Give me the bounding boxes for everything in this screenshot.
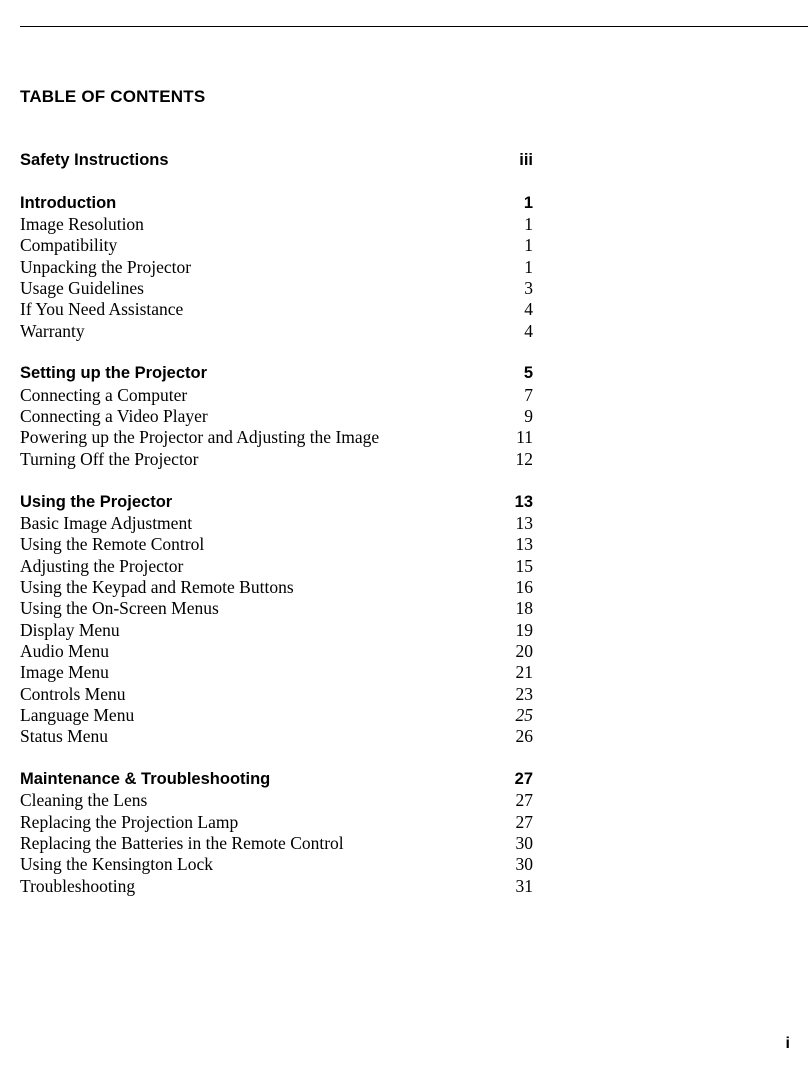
- toc-section-page: iii: [519, 151, 533, 169]
- toc-entry-page: 13: [515, 534, 533, 555]
- toc-entry-label: Replacing the Projection Lamp: [20, 811, 239, 832]
- toc-entry-label: Display Menu: [20, 619, 120, 640]
- toc-entry-label: Image Resolution: [20, 214, 144, 235]
- section-spacer: [20, 171, 533, 192]
- toc-entry-label: Connecting a Video Player: [20, 406, 208, 427]
- toc-entry-label: Using the Keypad and Remote Buttons: [20, 576, 294, 597]
- toc-entry[interactable]: [20, 385, 533, 406]
- toc-entry[interactable]: [20, 449, 533, 470]
- toc-entry[interactable]: [20, 620, 533, 641]
- header-rule: [20, 26, 808, 27]
- toc-entry[interactable]: [20, 705, 533, 726]
- toc-entry-page: 31: [515, 875, 533, 896]
- toc-section-title: Setting up the Projector: [20, 364, 208, 383]
- toc-entry-label: Adjusting the Projector: [20, 555, 184, 576]
- toc-entry-page: 1: [524, 235, 533, 256]
- section-spacer: [20, 470, 533, 491]
- toc-section-heading[interactable]: [20, 150, 533, 171]
- toc-section-title: Maintenance & Troubleshooting: [20, 769, 271, 788]
- toc-entry[interactable]: [20, 833, 533, 854]
- toc-entry[interactable]: [20, 214, 533, 235]
- toc-entry-label: Usage Guidelines: [20, 278, 144, 299]
- toc-entry-page: 12: [515, 448, 533, 469]
- toc-section-title: Using the Projector: [20, 492, 173, 511]
- toc-entry-page: 30: [515, 833, 533, 853]
- toc-entry[interactable]: [20, 726, 533, 747]
- section-spacer: [20, 342, 533, 363]
- toc-section-heading[interactable]: [20, 769, 533, 790]
- toc-entry[interactable]: [20, 427, 533, 448]
- toc-entry-label: Language Menu: [20, 704, 135, 725]
- toc-entry-page: 15: [515, 555, 533, 576]
- toc-entry-label: Replacing the Batteries in the Remote Control: [20, 833, 344, 853]
- toc-entry-page: 4: [524, 320, 533, 341]
- toc-section-page: 1: [523, 193, 533, 212]
- toc-entry-label: Status Menu: [20, 726, 108, 747]
- page-title: TABLE OF CONTENTS: [20, 87, 206, 106]
- page-number: i: [785, 1035, 790, 1052]
- toc-entry[interactable]: [20, 641, 533, 662]
- toc-section-page: 27: [514, 769, 533, 788]
- toc-entry-page: 27: [515, 811, 533, 832]
- toc-entry[interactable]: [20, 278, 533, 299]
- toc-entry-label: If You Need Assistance: [20, 299, 184, 320]
- toc-entry[interactable]: [20, 812, 533, 833]
- toc-entry-label: Powering up the Projector and Adjusting the Image: [20, 427, 380, 448]
- toc-entry-page: 25: [515, 704, 533, 725]
- toc-entry-page: 27: [515, 790, 533, 811]
- toc-entry[interactable]: [20, 556, 533, 577]
- toc-entry-page: 21: [515, 662, 533, 683]
- toc-entry-label: Cleaning the Lens: [20, 790, 148, 811]
- toc-section-heading[interactable]: [20, 492, 533, 513]
- toc-entry-label: Turning Off the Projector: [20, 448, 199, 469]
- toc-entry[interactable]: [20, 854, 533, 875]
- toc-entry-page: 1: [524, 214, 533, 235]
- toc-entry[interactable]: [20, 577, 533, 598]
- toc-entry-label: Troubleshooting: [20, 875, 136, 896]
- toc-entry-page: 26: [515, 726, 533, 747]
- toc-entry-label: Basic Image Adjustment: [20, 512, 193, 533]
- toc-entry-page: 9: [524, 406, 533, 427]
- section-spacer: [20, 748, 533, 769]
- toc-entry-page: 16: [515, 576, 533, 597]
- toc-entry-label: Image Menu: [20, 662, 109, 683]
- toc-entry[interactable]: [20, 684, 533, 705]
- toc-entry-page: 13: [515, 512, 533, 533]
- toc-entry-page: 3: [524, 278, 533, 299]
- toc-entry-page: 19: [515, 619, 533, 640]
- toc-entry[interactable]: [20, 876, 533, 897]
- toc-entry-label: Using the Kensington Lock: [20, 854, 213, 875]
- toc-entry[interactable]: [20, 662, 533, 683]
- toc-entry[interactable]: [20, 513, 533, 534]
- toc-section-title: Introduction: [20, 193, 117, 212]
- toc-section-page: 5: [523, 364, 533, 383]
- toc-entry[interactable]: [20, 406, 533, 427]
- toc-entry-page: 20: [515, 640, 533, 661]
- toc-entry[interactable]: [20, 790, 533, 811]
- toc-entry-page: 18: [515, 598, 533, 619]
- toc-entry-label: Warranty: [20, 320, 85, 341]
- toc-section-page: 13: [514, 492, 533, 511]
- toc-entry-page: 30: [515, 854, 533, 875]
- toc-entry-page: 23: [515, 683, 533, 704]
- toc-entry-label: Unpacking the Projector: [20, 256, 192, 277]
- toc-section-heading[interactable]: [20, 193, 533, 214]
- toc-entry-label: Controls Menu: [20, 683, 126, 704]
- toc-entry-label: Compatibility: [20, 235, 118, 256]
- toc-entry[interactable]: [20, 598, 533, 619]
- toc-entry-label: Using the On-Screen Menus: [20, 598, 219, 619]
- toc-entry[interactable]: [20, 534, 533, 555]
- toc-section-heading[interactable]: [20, 363, 533, 384]
- table-of-contents: [20, 150, 533, 897]
- toc-entry-page: 7: [524, 384, 533, 405]
- toc-entry-label: Audio Menu: [20, 640, 109, 661]
- toc-entry[interactable]: [20, 299, 533, 320]
- toc-entry-page: 4: [524, 299, 533, 320]
- toc-entry[interactable]: [20, 235, 533, 256]
- toc-section-title: Safety Instructions: [20, 151, 169, 169]
- toc-entry[interactable]: [20, 321, 533, 342]
- toc-entry-label: Connecting a Computer: [20, 384, 188, 405]
- toc-entry-label: Using the Remote Control: [20, 534, 205, 555]
- toc-entry[interactable]: [20, 257, 533, 278]
- toc-entry-page: 11: [516, 427, 533, 448]
- toc-entry-page: 1: [524, 256, 533, 277]
